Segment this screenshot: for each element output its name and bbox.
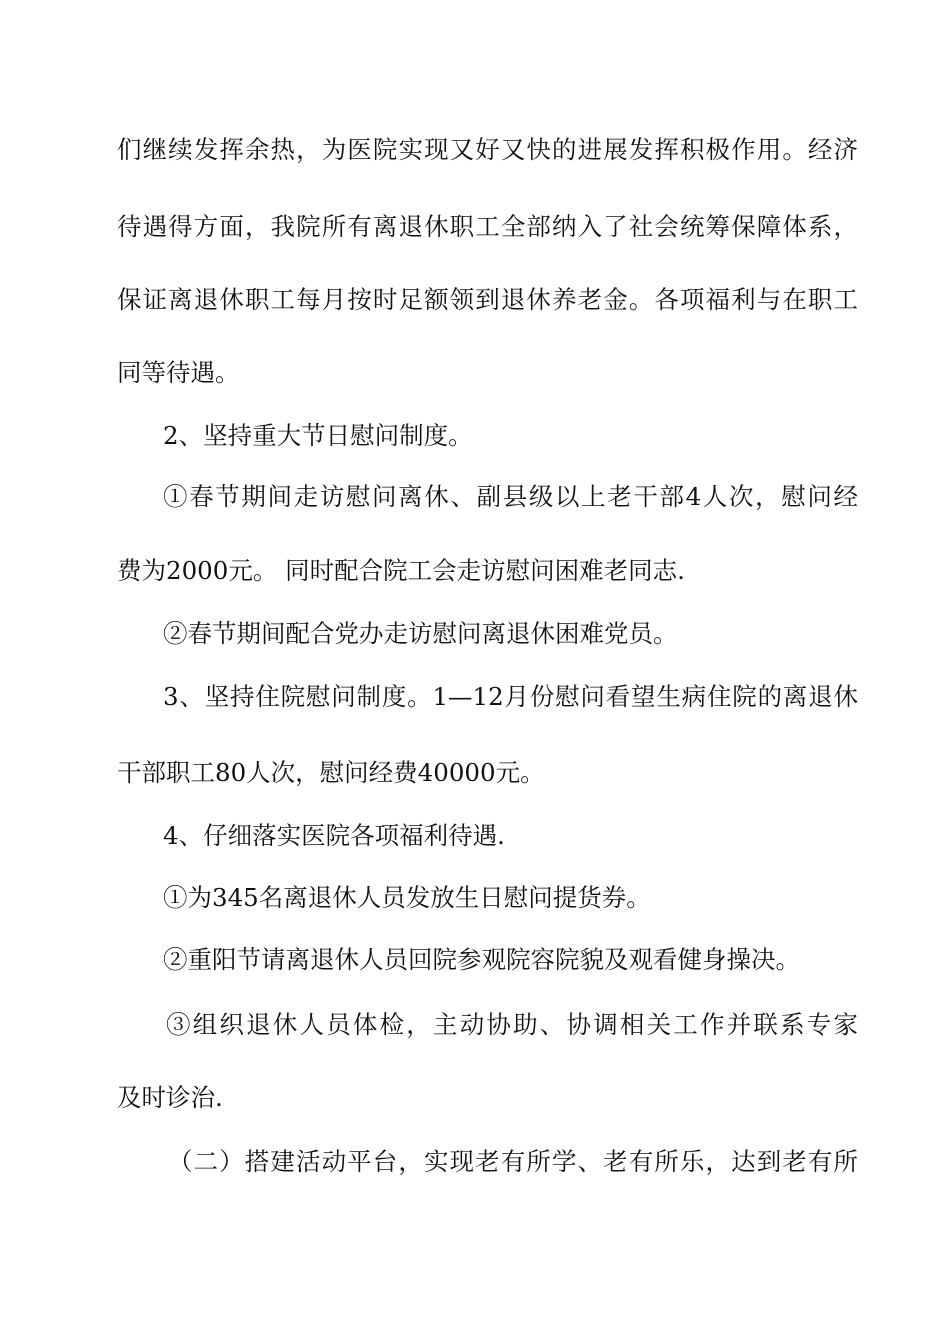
list-item: ①春节期间走访慰问离休、副县级以上老干部4人次，慰问经 <box>163 482 858 511</box>
paragraph-line: 及时诊治. <box>117 1083 223 1112</box>
list-item: ②春节期间配合党办走访慰问离退休困难党员。 <box>163 619 678 648</box>
list-item: ②重阳节请离退休人员回院参观院容院貌及观看健身操决。 <box>163 945 800 974</box>
paragraph-line: 同等待遇。 <box>117 358 240 387</box>
paragraph-line: 待遇得方面，我院所有离退休职工全部纳入了社会统筹保障体系， <box>117 212 858 241</box>
paragraph-line: 费为2000元。 同时配合院工会走访慰问困难老同志. <box>117 556 685 585</box>
paragraph-line: 干部职工80人次，慰问经费40000元。 <box>117 758 545 787</box>
section-heading: 3、坚持住院慰问制度。1—12月份慰问看望生病住院的离退休 <box>163 682 858 711</box>
list-item: ③组织退休人员体检，主动协助、协调相关工作并联系专家 <box>166 1010 858 1039</box>
paragraph-line: 保证离退休职工每月按时足额领到退休养老金。各项福利与在职工 <box>117 285 858 314</box>
list-item: ①为345名离退休人员发放生日慰问提货券。 <box>163 883 651 912</box>
section-heading: （二）搭建活动平台，实现老有所学、老有所乐，达到老有所 <box>168 1147 858 1176</box>
paragraph-line: 们继续发挥余热，为医院实现又好又快的进展发挥积极作用。经济 <box>117 135 858 164</box>
section-heading: 4、仔细落实医院各项福利待遇. <box>163 821 505 850</box>
section-heading: 2、坚持重大节日慰问制度。 <box>163 421 473 450</box>
